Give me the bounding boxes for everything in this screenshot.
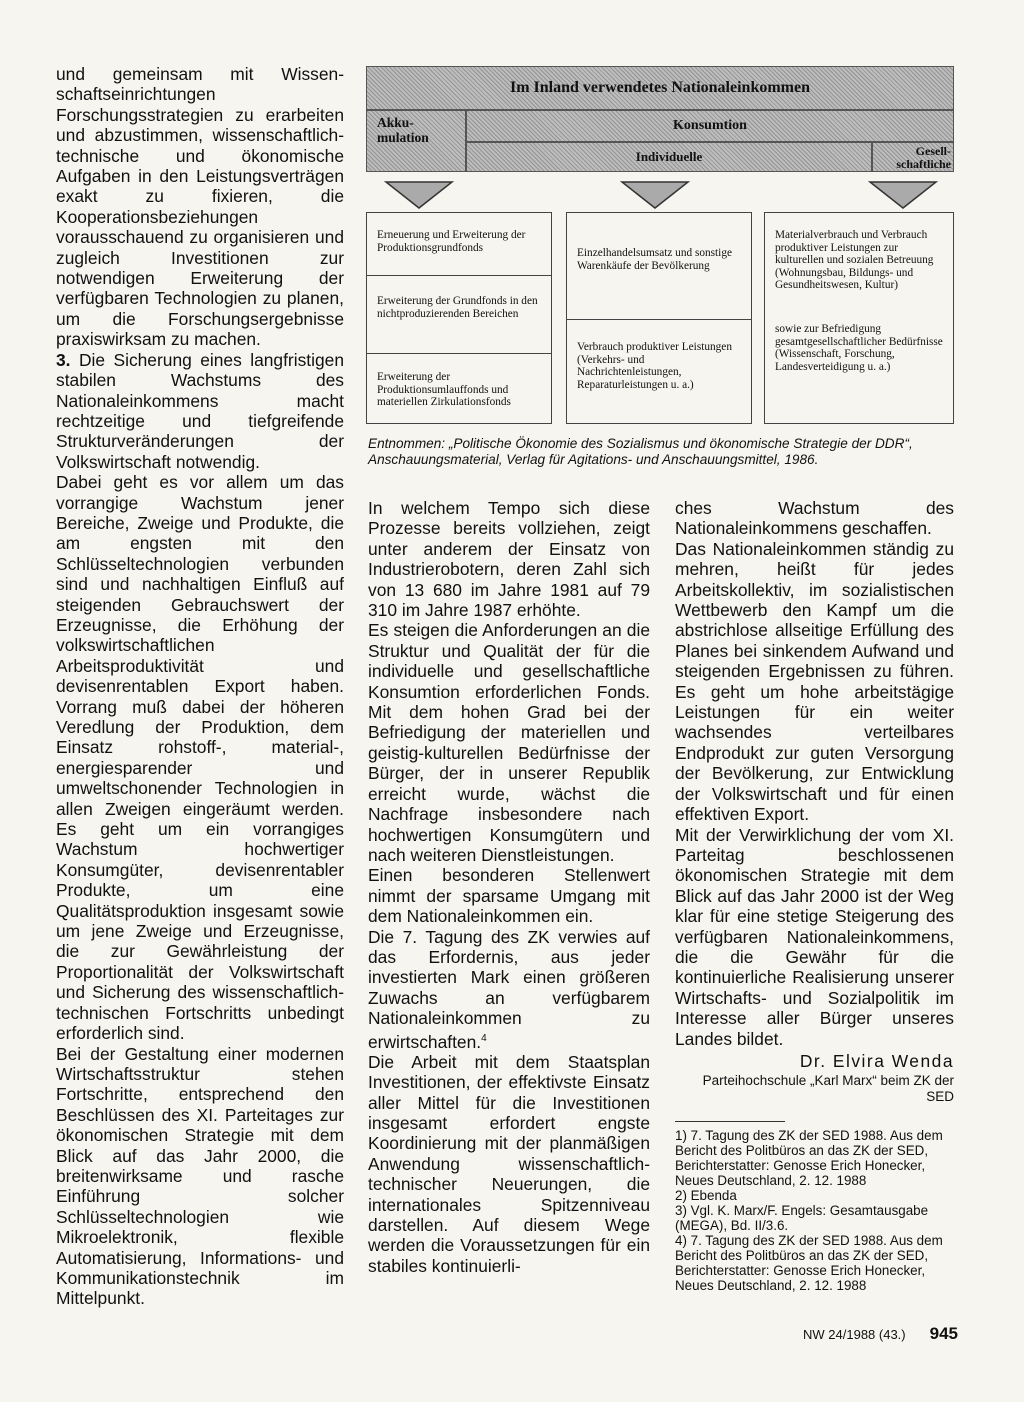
section-number: 3. [56,349,71,370]
box-item: Erweiterung der Produktionsumlauffonds und materiellen Zirkulationsfonds [377,371,511,408]
diagram-caption: Entnommen: „Politische Ökonomie des Sozialismus und ökonomische Strategie der DDR“, Anschauungsmaterial, Verlag für Agitations- und Anschauungsmittel, 1986. [368,436,913,467]
footnote-divider [675,1121,785,1122]
paragraph-numbered [56,350,344,472]
footnote: 2) Ebenda [675,1188,737,1204]
issue-label: NW 24/1988 (43.) [803,1327,906,1342]
box-item: Erweiterung der Grundfonds in den nichtproduzierenden Bereichen [377,295,538,320]
divider [567,319,751,320]
paragraph: ches Wachstum des Nationaleinkommens geschaffen. [675,498,954,539]
arrow-down-icon [868,180,938,210]
diagram-individuelle: Individuelle [466,142,872,172]
box-item: sowie zur Befriedigung gesamtgesellschaftlicher Bedürfnisse (Wissenschaft, Forschung, Landesverteidigung u. a.) [775,323,943,373]
box-item: Materialverbrauch und Verbrauch produktiver Leistungen zur kulturellen und sozialen Betreuung (Wohnungsbau, Bildungs- und Gesundheitswesen, Kultur) [775,229,934,291]
paragraph: Dabei geht es vor allem um das vorrangige Wachstum jener Bereiche, Zweige und Produkte, die am engsten mit den Schlüsseltechnologien verbunden sind und nachhaltigen Einfluß auf steigenden Gebrauchswert der Erzeugnisse, die Erhöhung der volkswirtschaftlichen Arbeitsproduktivität und devisenrentablen Export haben. Vorrang muß dabei der höheren Veredlung der Produktion, dem Einsatz rohstoff-, material-, energiesparender und umweltschonender Technologien in allen Zweigen eingeräumt werden. Es geht um ein vorrangiges Wachstum hochwertiger Konsumgüter, devisenrentabler Produkte, um eine Qualitätsproduktion insgesamt sowie um jene Zweige und Erzeugnisse, die zur Gewährleistung der Proportionalität der Volkswirtschaft und Sicherung des wissenschaftlich-technischen Fortschritts unbedingt erforderlich sind. [56,472,344,1044]
paragraph-text: Die Sicherung eines langfristigen stabilen Wachstums des Nationaleinkommens macht rechtzeitige und tiefgreifende Strukturveränderungen der Volkswirtschaft notwendig. [56,349,344,472]
page-number: 945 [929,1324,958,1343]
footnote: 1) 7. Tagung des ZK der SED 1988. Aus dem Bericht des Politbüros an das ZK der SED, Berichterstatter: Genosse Erich Honecker, Neues Deutschland, 2. 12. 1988 [675,1128,943,1189]
footnotes [675,1128,954,1293]
footnote: 3) Vgl. K. Marx/F. Engels: Gesamtausgabe (MEGA), Bd. II/3.6. [675,1203,929,1234]
paragraph: Es steigen die Anforderungen an die Struktur und Qualität der für die individuelle und gesellschaftliche Konsumtion erforderlichen Fonds. Mit dem hohen Grad bei der Befriedigung der materiellen und geistig-kulturellen Bedürfnisse der Bürger, der in unserer Republik erreicht wurde, wächst die Nachfrage insbesondere nach hochwertigen Konsumgütern und nach weiteren Dienstleistungen. [368,620,650,865]
arrow-down-icon [384,180,454,210]
diagram-title: Im Inland verwendetes Nationaleinkommen [366,66,954,110]
paragraph: In welchem Tempo sich diese Prozesse bereits vollziehen, zeigt unter anderem der Einsatz von Industrierobotern, deren Zahl sich von 13 680 im Jahre 1981 auf 79 310 im Jahre 1987 erhöhte. [368,498,650,621]
paragraph-text: Die 7. Tagung des ZK verwies auf das Erfordernis, aus jeder investierten Mark einen größeren Zuwachs an verfügbarem Nationaleinkommen zu erwirtschaften. [368,926,650,1052]
divider [367,275,551,276]
box-item: Erneuerung und Erweiterung der Produktionsgrundfonds [377,229,526,254]
box-item: Verbrauch produktiver Leistungen (Verkehrs- und Nachrichtenleistungen, Reparaturleistungen u. a.) [577,341,732,391]
text-column-1 [56,64,344,1309]
paragraph: Die Arbeit mit dem Staatsplan Investitionen, der effektivste Einsatz aller Mittel für die Investitionen insgesamt erfordert engste Koordinierung mit der planmäßigen Anwendung wissenschaftlich-technischer Neuerungen, die internationales Spitzenniveau darstellen. Auf diesem Wege werden die Voraussetzungen für ein stabiles kontinuierli- [368,1051,650,1276]
diagram-box-individuelle [566,212,752,424]
page-footer [718,1324,958,1344]
footnote-ref: 4 [481,1032,487,1044]
diagram-gesellschaftliche: Gesell- schaftliche [872,142,954,172]
author-name: Dr. Elvira Wenda [799,1050,954,1071]
national-income-diagram [362,62,954,432]
paragraph-with-footnote [368,927,650,1052]
box-item: Einzelhandelsumsatz und sonstige Warenkäufe der Bevölkerung [577,247,732,272]
paragraph: Bei der Gestaltung einer modernen Wirtschaftsstruktur stehen Fortschritte, entsprechend den Beschlüssen des XI. Parteitages zur ökonomischen Strategie mit dem Blick auf das Jahr 2000, die breitenwirksame und rasche Einführung solcher Schlüsseltechnologien wie Mikroelektronik, flexible Automatisierung, Informations- und Kommunikationstechnik im Mittelpunkt. [56,1043,344,1309]
divider [367,353,551,354]
paragraph: Mit der Verwirklichung der vom XI. Parteitag beschlossenen ökonomischen Strategie mit dem Blick auf das Jahr 2000 ist der Weg klar für eine stetige Steigerung des verfügbaren Nationaleinkommens, die die Gewähr für die kontinuierliche Realisierung unserer Wirtschafts- und Sozialpolitik im Interesse aller Bürger unseres Landes bildet. [675,824,954,1049]
author-affiliation: Parteihochschule „Karl Marx“ beim ZK der SED [702,1073,954,1105]
diagram-akkumulation: Akku- mulation [366,110,466,172]
paragraph: und gemeinsam mit Wissen- schaftseinrichtungen Forschungsstrategien zu erarbeiten und abzustimmen, wissenschaftlich-technische und ökonomische Aufgaben in den Leistungsverträgen exakt zu fixieren, die Kooperationsbeziehungen vorausschauend zu organisieren und zugleich Investitionen zur notwendigen Erweiterung der verfügbaren Technologien zu planen, um die Forschungsergebnisse praxiswirksam zu machen. [56,64,344,350]
text-column-2 [368,498,650,1276]
footnote: 4) 7. Tagung des ZK der SED 1988. Aus dem Bericht des Politbüros an das ZK der SED, Berichterstatter: Genosse Erich Honecker, Neues Deutschland, 2. 12. 1988 [675,1233,943,1294]
paragraph: Das Nationaleinkommen ständig zu mehren, heißt für jedes Arbeitskollektiv, im sozialistischen Wettbewerb den Kampf um die abstrichlose allseitige Erfüllung des Planes bei sinkendem Aufwand und steigenden Ergebnissen zu führen. Es geht um hohe arbeitstägige Leistungen für ein weiter wachsendes verteilbares Endprodukt zur guten Versorgung der Bevölkerung, zur Entwicklung der Volkswirtschaft und für einen effektiven Export. [675,538,954,825]
arrow-down-icon [620,180,690,210]
diagram-box-gesellschaftliche [764,212,954,424]
diagram-box-akkumulation [366,212,552,424]
diagram-konsumtion: Konsumtion [466,110,954,142]
paragraph: Einen besonderen Stellenwert nimmt der sparsame Umgang mit dem Nationaleinkommen ein. [368,865,650,927]
text-column-3 [675,498,954,1293]
